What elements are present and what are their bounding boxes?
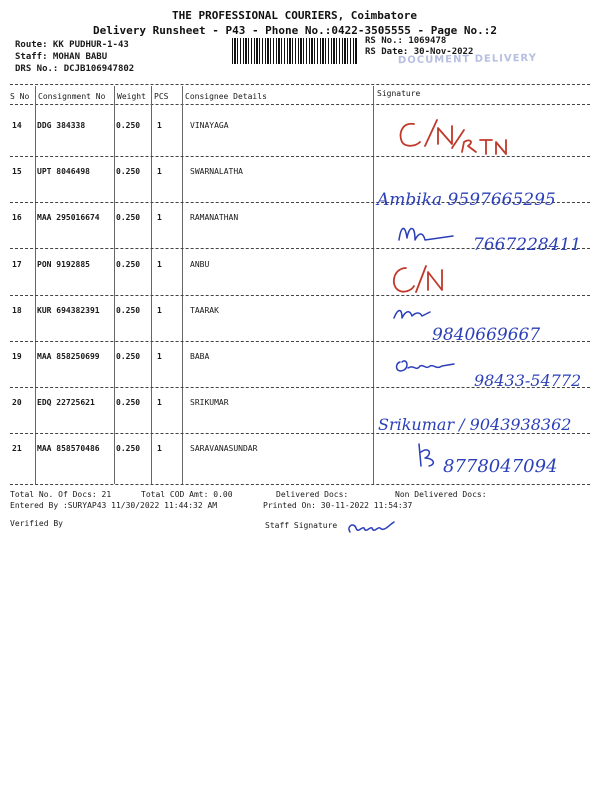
header-bottom-rule: [10, 104, 590, 105]
row-consignment: MAA 858570486: [37, 444, 100, 453]
col-divider: [114, 86, 115, 484]
row-weight: 0.250: [116, 167, 141, 176]
row-separator: [10, 295, 590, 296]
signature-row14: [392, 116, 532, 162]
col-consignee: Consignee Details: [185, 92, 267, 101]
rs-date: RS Date: 30-Nov-2022: [365, 47, 474, 57]
signature-row19-text: 98433-54772: [474, 371, 582, 390]
route: Route: KK PUDHUR-1-43: [15, 40, 129, 50]
row-weight: 0.250: [116, 213, 141, 222]
row-sno: 18: [12, 306, 22, 315]
printed-on: Printed On: 30-11-2022 11:54:37: [263, 501, 413, 510]
row-consignee: SWARNALATHA: [190, 167, 243, 176]
signature-row18: [390, 304, 570, 346]
footer-rule: [10, 484, 590, 485]
row-consignment: MAA 295016674: [37, 213, 100, 222]
col-weight: Weight: [117, 92, 146, 101]
col-divider: [151, 86, 152, 484]
signature-row21: [415, 438, 590, 478]
signature-row19: [392, 352, 597, 394]
col-pcs: PCS: [154, 92, 169, 101]
row-sno: 17: [12, 260, 22, 269]
company-name: THE PROFESSIONAL COURIERS, Coimbatore: [172, 9, 418, 22]
row-pcs: 1: [157, 121, 162, 130]
header-top-rule: [10, 84, 590, 85]
row-sno: 20: [12, 398, 22, 407]
row-weight: 0.250: [116, 398, 141, 407]
row-pcs: 1: [157, 398, 162, 407]
row-consignment: KUR 694382391: [37, 306, 100, 315]
staff: Staff: MOHAN BABU: [15, 52, 108, 62]
row-sno: 21: [12, 444, 22, 453]
col-sno: S No: [10, 92, 30, 101]
row-weight: 0.250: [116, 444, 141, 453]
delivered-docs: Delivered Docs:: [276, 490, 349, 499]
row-consignee: VINAYAGA: [190, 121, 229, 130]
row-sno: 19: [12, 352, 22, 361]
signature-row15-text: Ambika 9597665295: [377, 190, 556, 210]
row-sno: 15: [12, 167, 22, 176]
total-docs: Total No. Of Docs: 21: [10, 490, 112, 499]
col-consignment: Consignment No: [38, 92, 106, 101]
row-weight: 0.250: [116, 121, 141, 130]
staff-signature-label: Staff Signature: [265, 521, 338, 530]
row-consignee: BABA: [190, 352, 210, 361]
signature-row16: [393, 218, 593, 258]
staff-signature: [344, 512, 404, 542]
runsheet-title: Delivery Runsheet - P43 - Phone No.:0422-3505555 - Page No.:2: [93, 24, 497, 37]
row-consignee: SRIKUMAR: [190, 398, 229, 407]
signature-row18-text: 9840669667: [432, 325, 541, 345]
row-sno: 16: [12, 213, 22, 222]
row-pcs: 1: [157, 260, 162, 269]
row-weight: 0.250: [116, 260, 141, 269]
row-consignee: ANBU: [190, 260, 210, 269]
row-weight: 0.250: [116, 306, 141, 315]
row-consignee: RAMANATHAN: [190, 213, 239, 222]
row-consignment: EDQ 22725621: [37, 398, 95, 407]
signature-row21-text: 8778047094: [443, 456, 558, 477]
col-signature: Signature: [377, 89, 421, 98]
row-pcs: 1: [157, 167, 162, 176]
row-weight: 0.250: [116, 352, 141, 361]
row-pcs: 1: [157, 444, 162, 453]
col-divider: [182, 86, 183, 484]
row-consignment: PON 9192885: [37, 260, 90, 269]
row-consignee: TAARAK: [190, 306, 219, 315]
row-consignment: MAA 858250699: [37, 352, 100, 361]
signature-row17: [388, 262, 458, 296]
barcode: [232, 38, 358, 64]
row-sno: 14: [12, 121, 22, 130]
signature-row20: [374, 404, 584, 440]
non-delivered-docs: Non Delivered Docs:: [395, 490, 487, 499]
total-cod: Total COD Amt: 0.00: [141, 490, 233, 499]
drs-number: DRS No.: DCJB106947802: [15, 64, 135, 74]
signature-row16-text: 7667228411: [473, 235, 582, 255]
row-pcs: 1: [157, 306, 162, 315]
signature-row20-text: Srikumar / 9043938362: [378, 415, 572, 434]
row-consignee: SARAVANASUNDAR: [190, 444, 258, 453]
row-consignment: UPT 8046498: [37, 167, 90, 176]
entered-by: Entered By :SURYAP43 11/30/2022 11:44:32 AM: [10, 501, 218, 510]
row-consignment: DDG 384338: [37, 121, 86, 130]
row-pcs: 1: [157, 213, 162, 222]
row-pcs: 1: [157, 352, 162, 361]
col-divider: [35, 86, 36, 484]
document-delivery-stamp: DOCUMENT DELIVERY: [397, 52, 537, 67]
signature-row15: [375, 181, 590, 215]
rs-number: RS No.: 1069478: [365, 36, 447, 46]
verified-by: Verified By: [10, 519, 63, 528]
